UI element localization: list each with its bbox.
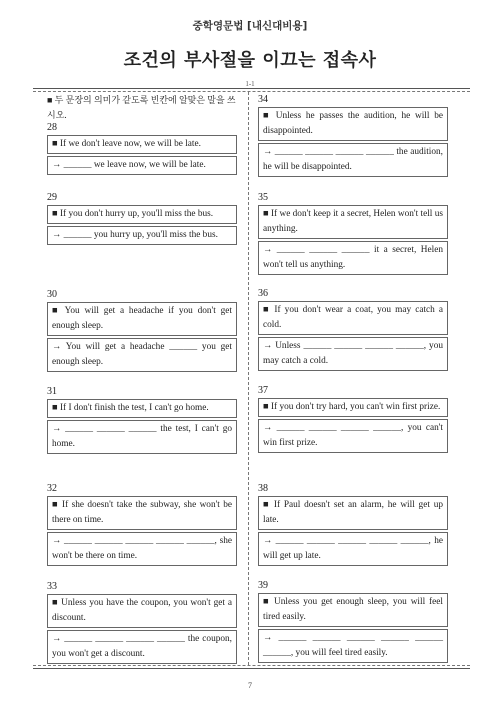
- question-sentence: ■ If I don't finish the test, I can't go home.: [47, 399, 237, 418]
- answer-field[interactable]: → ______ you hurry up, you'll miss the bus.: [47, 226, 237, 245]
- question-number: 33: [47, 581, 57, 592]
- page-title: 조건의 부사절을 이끄는 접속사: [123, 50, 377, 71]
- answer-field[interactable]: → ______ ______ ______ ______ ______ ______, you will feel tired easily.: [258, 629, 448, 663]
- question-number: 28: [47, 122, 57, 133]
- question-sentence: ■ Unless he passes the audition, he will be disappointed.: [258, 107, 448, 141]
- question-number: 29: [47, 192, 57, 203]
- question-33: [47, 580, 237, 666]
- page-number: 7: [248, 681, 252, 690]
- question-39: [258, 579, 448, 665]
- question-35: [258, 191, 448, 277]
- question-sentence: ■ If you don't try hard, you can't win first prize.: [258, 398, 448, 417]
- question-sentence: ■ If we don't keep it a secret, Helen won't tell us anything.: [258, 205, 448, 239]
- question-36: [258, 287, 448, 373]
- section-code: 1-1: [245, 80, 255, 88]
- question-sentence: ■ If you don't wear a coat, you may catch a cold.: [258, 301, 448, 335]
- bottom-rule: [33, 668, 470, 669]
- question-number: 36: [258, 288, 268, 299]
- answer-field[interactable]: → You will get a headache ______ you get enough sleep.: [47, 338, 237, 372]
- question-number: 30: [47, 289, 57, 300]
- question-number: 37: [258, 385, 268, 396]
- answer-field[interactable]: → ______ ______ ______ ______ the coupon, you won't get a discount.: [47, 630, 237, 664]
- top-dashed-rule: [33, 91, 470, 92]
- question-29: [47, 191, 237, 247]
- question-number: 34: [258, 94, 268, 105]
- question-number: 39: [258, 580, 268, 591]
- answer-field[interactable]: → Unless ______ ______ ______ ______, you may catch a cold.: [258, 337, 448, 371]
- question-sentence: ■ If we don't leave now, we will be late.: [47, 135, 237, 154]
- question-number: 32: [47, 483, 57, 494]
- top-rule: [33, 88, 470, 89]
- question-sentence: ■ If Paul doesn't set an alarm, he will get up late.: [258, 496, 448, 530]
- question-28: [47, 121, 237, 177]
- answer-field[interactable]: → ______ ______ ______ ______ ______, he will get up late.: [258, 532, 448, 566]
- question-sentence: ■ If you don't hurry up, you'll miss the bus.: [47, 205, 237, 224]
- answer-field[interactable]: → ______ we leave now, we will be late.: [47, 156, 237, 175]
- question-sentence: ■ Unless you have the coupon, you won't get a discount.: [47, 594, 237, 628]
- instruction-text: ■ 두 문장의 의미가 같도록 빈칸에 알맞은 말을 쓰시오.: [47, 95, 236, 120]
- question-30: [47, 288, 237, 374]
- answer-field[interactable]: → ______ ______ ______ it a secret, Helen won't tell us anything.: [258, 241, 448, 275]
- question-32: [47, 482, 237, 568]
- question-number: 38: [258, 483, 268, 494]
- bottom-dashed-rule: [33, 665, 470, 666]
- question-37: [258, 384, 448, 455]
- question-31: [47, 385, 237, 456]
- question-34: [258, 93, 448, 179]
- question-38: [258, 482, 448, 568]
- book-subtitle: 중학영문법 [내신대비용]: [192, 20, 308, 32]
- answer-field[interactable]: → ______ ______ ______ ______ the audition, he will be disappointed.: [258, 143, 448, 177]
- question-sentence: ■ If she doesn't take the subway, she won't be there on time.: [47, 496, 237, 530]
- question-sentence: ■ You will get a headache if you don't get enough sleep.: [47, 302, 237, 336]
- answer-field[interactable]: → ______ ______ ______ ______, you can't win first prize.: [258, 419, 448, 453]
- answer-field[interactable]: → ______ ______ ______ the test, I can't go home.: [47, 420, 237, 454]
- answer-field[interactable]: → ______ ______ ______ ______ ______, she won't be there on time.: [47, 532, 237, 566]
- column-divider: [248, 92, 249, 665]
- question-number: 35: [258, 192, 268, 203]
- question-sentence: ■ Unless you get enough sleep, you will feel tired easily.: [258, 593, 448, 627]
- question-number: 31: [47, 386, 57, 397]
